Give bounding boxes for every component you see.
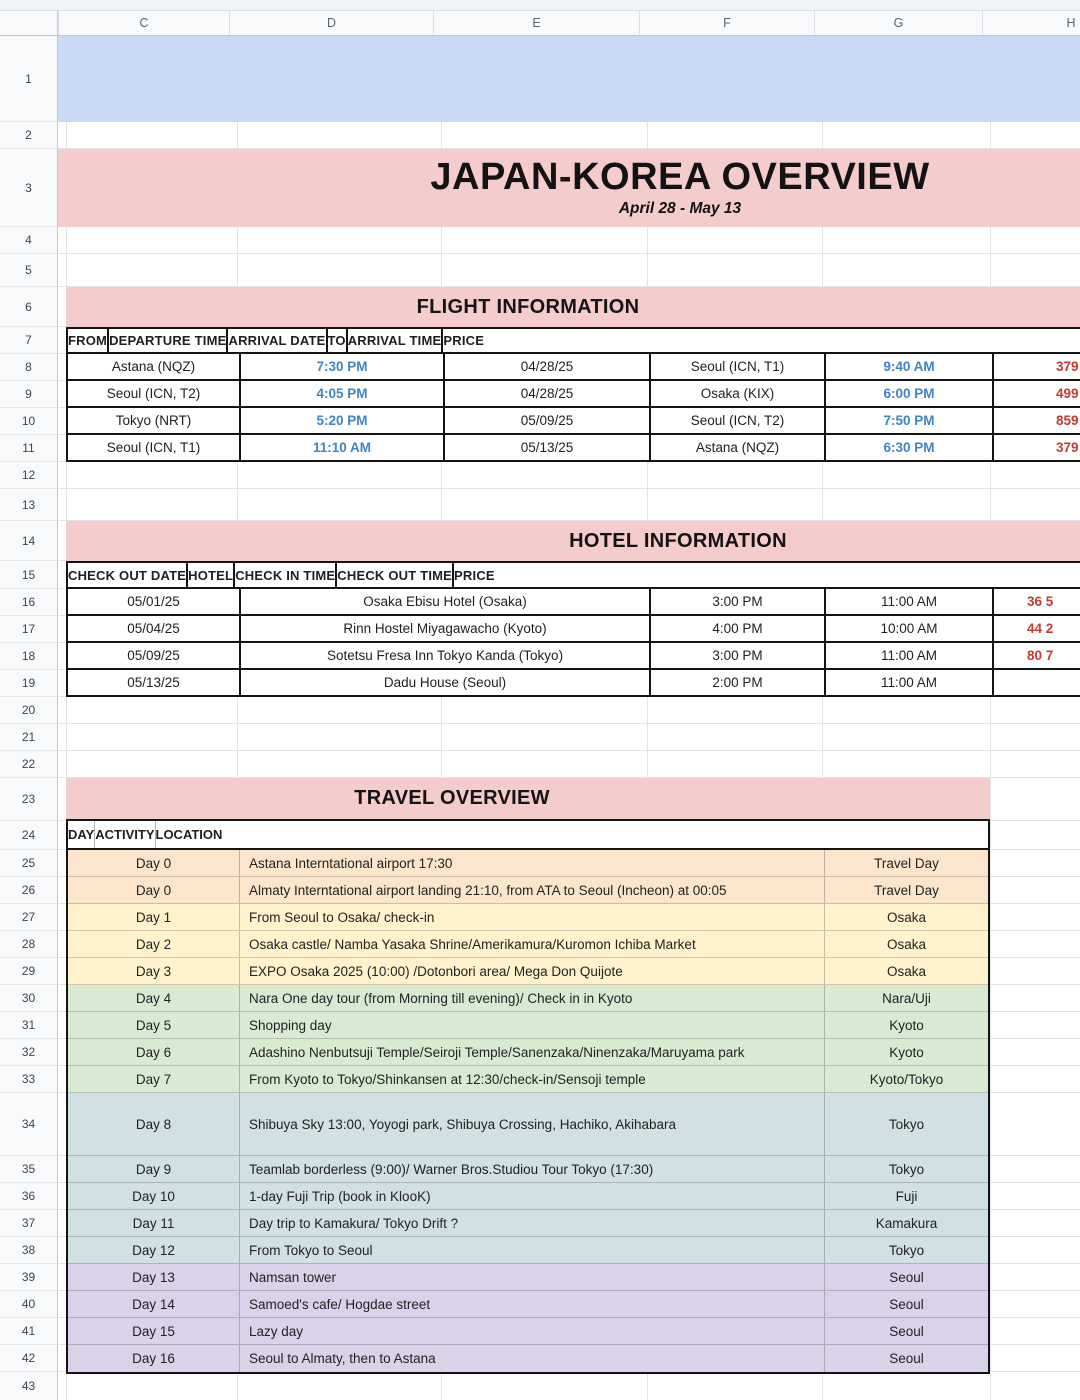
row-number[interactable]: 33 — [0, 1066, 58, 1093]
travel-day-cell[interactable]: Day 8 — [135, 1116, 172, 1132]
row-number[interactable]: 25 — [0, 850, 58, 877]
travel-activity-cell[interactable]: Almaty Interntational airport landing 21:10, from ATA to Seoul (Incheon) at 00:05 — [239, 877, 824, 903]
travel-day-cell[interactable]: Day 2 — [135, 936, 172, 952]
row-number[interactable]: 21 — [0, 724, 58, 751]
travel-activity-cell[interactable]: Adashino Nenbutsuji Temple/Seiroji Temple/Sanenzaka/Ninenzaka/Maruyama park — [239, 1039, 824, 1065]
travel-row — [68, 1291, 988, 1318]
row-number[interactable]: 37 — [0, 1210, 58, 1237]
travel-row — [68, 1210, 988, 1237]
row-number[interactable]: 18 — [0, 643, 58, 670]
travel-activity-cell[interactable]: Osaka castle/ Namba Yasaka Shrine/Amerikamura/Kuromon Ichiba Market — [239, 931, 824, 957]
travel-row — [68, 1039, 988, 1066]
travel-row — [68, 904, 988, 931]
hotel-name-cell[interactable]: Dadu House (Seoul) — [239, 670, 649, 695]
hotel-checkin-time-cell[interactable]: 3:00 PM — [649, 643, 824, 668]
flight-table — [66, 327, 1080, 462]
hotel-checkout-time-cell[interactable]: 11:00 AM — [824, 670, 992, 695]
title-wrap — [58, 149, 1080, 227]
flight-arrival-date-cell[interactable]: 05/13/25 — [443, 435, 649, 460]
row-gridline — [58, 253, 1080, 254]
hotel-row — [68, 616, 1080, 643]
row-number[interactable]: 20 — [0, 697, 58, 724]
travel-day-cell[interactable]: Day 0 — [135, 882, 172, 898]
travel-location-cell[interactable]: Kamakura — [824, 1210, 988, 1236]
column-header[interactable]: F — [640, 11, 815, 35]
travel-row — [68, 850, 988, 877]
hotel-header-row — [68, 561, 1080, 589]
travel-location-cell[interactable]: Osaka — [824, 958, 988, 984]
row-number[interactable]: 43 — [0, 1372, 58, 1400]
row-number[interactable]: 36 — [0, 1183, 58, 1210]
travel-location-cell[interactable]: Osaka — [824, 931, 988, 957]
flight-arrival-time-cell[interactable]: 7:50 PM — [824, 408, 992, 433]
travel-activity-cell[interactable]: Astana Interntational airport 17:30 — [239, 850, 824, 876]
flight-row — [68, 381, 1080, 408]
travel-row — [68, 1012, 988, 1039]
row-number[interactable]: 41 — [0, 1318, 58, 1345]
row-number[interactable]: 24 — [0, 821, 58, 850]
hotel-checkout-date-cell[interactable]: 05/13/25 — [127, 675, 180, 690]
flight-arrival-date-cell[interactable]: 04/28/25 — [443, 381, 649, 406]
hotel-checkout-time-cell[interactable]: 11:00 AM — [824, 589, 992, 614]
flight-departure-time-cell[interactable]: 4:05 PM — [239, 381, 443, 406]
travel-row — [68, 1318, 988, 1345]
hotel-column-header-cell[interactable]: PRICE — [452, 563, 495, 587]
travel-location-cell[interactable]: Seoul — [824, 1291, 988, 1317]
travel-row — [68, 958, 988, 985]
hotel-name-cell[interactable]: Osaka Ebisu Hotel (Osaka) — [239, 589, 649, 614]
date-range-subtitle: April 28 - May 13 — [618, 200, 742, 218]
flight-arrival-time-cell[interactable]: 6:00 PM — [824, 381, 992, 406]
row-number[interactable]: 38 — [0, 1237, 58, 1264]
travel-location-cell[interactable]: Tokyo — [824, 1156, 988, 1182]
travel-section-header-cell[interactable] — [66, 778, 990, 821]
travel-day-cell[interactable]: Day 13 — [132, 1269, 175, 1285]
flight-section-header: FLIGHT INFORMATION — [416, 295, 640, 318]
flight-from-cell[interactable]: Astana (NQZ) — [111, 359, 196, 374]
flight-section-header-cell[interactable] — [66, 287, 1080, 327]
flight-departure-time-cell[interactable]: 7:30 PM — [239, 354, 443, 379]
hotel-column-header-cell[interactable]: HOTEL — [186, 563, 233, 587]
hotel-checkin-time-cell[interactable]: 4:00 PM — [649, 616, 824, 641]
travel-column-header-cell[interactable]: DAY — [68, 827, 95, 842]
travel-row — [68, 1066, 988, 1093]
travel-column-header-cell[interactable]: LOCATION — [155, 821, 223, 848]
column-header[interactable]: C — [59, 11, 230, 35]
flight-row — [68, 408, 1080, 435]
travel-location-cell[interactable]: Kyoto/Tokyo — [824, 1066, 988, 1092]
travel-location-cell[interactable]: Seoul — [824, 1345, 988, 1372]
hotel-rows — [68, 589, 1080, 697]
flight-price-cell[interactable]: 379 — [992, 435, 1080, 460]
flight-column-header-cell[interactable]: FROM — [68, 333, 108, 348]
hotel-section-header: HOTEL INFORMATION — [569, 529, 787, 552]
travel-activity-cell[interactable]: Day trip to Kamakura/ Tokyo Drift ? — [239, 1210, 824, 1236]
travel-location-cell[interactable]: Tokyo — [824, 1093, 988, 1155]
row-number[interactable]: 29 — [0, 958, 58, 985]
travel-header-row — [68, 821, 988, 850]
travel-location-cell[interactable]: Kyoto — [824, 1012, 988, 1038]
hotel-price-cell[interactable]: 80 7 — [992, 643, 1080, 668]
row-number[interactable]: 8 — [0, 354, 58, 381]
flight-price-cell[interactable]: 499 — [992, 381, 1080, 406]
travel-activity-cell[interactable]: EXPO Osaka 2025 (10:00) /Dotonbori area/ Mega Don Quijote — [239, 958, 824, 984]
flight-from-cell[interactable]: Seoul (ICN, T2) — [106, 386, 201, 401]
hotel-section-header-cell[interactable] — [66, 521, 1080, 561]
row-number[interactable]: 14 — [0, 521, 58, 561]
travel-activity-cell[interactable]: Teamlab borderless (9:00)/ Warner Bros.Studiou Tour Tokyo (17:30) — [239, 1156, 824, 1182]
hotel-checkout-date-cell[interactable]: 05/01/25 — [127, 594, 180, 609]
travel-activity-cell[interactable]: From Kyoto to Tokyo/Shinkansen at 12:30/check-in/Sensoji temple — [239, 1066, 824, 1092]
row-number[interactable]: 39 — [0, 1264, 58, 1291]
row-number[interactable]: 2 — [0, 122, 58, 149]
row-number[interactable]: 3 — [0, 149, 58, 227]
travel-day-cell[interactable]: Day 3 — [135, 963, 172, 979]
travel-rows — [68, 850, 988, 1372]
flight-rows — [68, 354, 1080, 462]
row-number[interactable]: 15 — [0, 561, 58, 589]
row-number[interactable]: 26 — [0, 877, 58, 904]
flight-to-cell[interactable]: Astana (NQZ) — [649, 435, 824, 460]
title-banner-cell[interactable] — [58, 149, 1080, 227]
hotel-price-cell[interactable] — [992, 670, 1080, 695]
travel-day-cell[interactable]: Day 16 — [132, 1351, 175, 1366]
travel-location-cell[interactable]: Fuji — [824, 1183, 988, 1209]
hotel-table — [66, 561, 1080, 697]
row-number[interactable]: 6 — [0, 287, 58, 327]
travel-day-cell[interactable]: Day 5 — [135, 1017, 172, 1033]
travel-row — [68, 1156, 988, 1183]
hotel-price-cell[interactable]: 44 2 — [992, 616, 1080, 641]
flight-header-row — [68, 327, 1080, 354]
travel-row — [68, 1264, 988, 1291]
flight-column-header-cell[interactable]: TO — [326, 329, 346, 352]
travel-activity-cell[interactable]: Namsan tower — [239, 1264, 824, 1290]
row-gridline — [58, 750, 1080, 751]
travel-location-cell[interactable]: Tokyo — [824, 1237, 988, 1263]
travel-day-cell[interactable]: Day 9 — [135, 1161, 172, 1177]
travel-location-cell[interactable]: Seoul — [824, 1318, 988, 1344]
flight-column-header-cell[interactable]: DEPARTURE TIME — [107, 329, 226, 352]
flight-price-cell[interactable]: 859 — [992, 408, 1080, 433]
row-number[interactable]: 9 — [0, 381, 58, 408]
hotel-checkout-time-cell[interactable]: 11:00 AM — [824, 643, 992, 668]
page-title: JAPAN-KOREA OVERVIEW — [430, 155, 930, 198]
flight-departure-time-cell[interactable]: 5:20 PM — [239, 408, 443, 433]
row-number[interactable]: 34 — [0, 1093, 58, 1156]
row-number[interactable]: 23 — [0, 778, 58, 821]
hotel-checkout-time-cell[interactable]: 10:00 AM — [824, 616, 992, 641]
hotel-column-header-cell[interactable]: CHECK OUT TIME — [335, 563, 452, 587]
travel-location-cell[interactable]: Travel Day — [824, 850, 988, 876]
travel-activity-cell[interactable]: Samoed's cafe/ Hogdae street — [239, 1291, 824, 1317]
hotel-name-cell[interactable]: Rinn Hostel Miyagawacho (Kyoto) — [239, 616, 649, 641]
travel-day-cell[interactable]: Day 4 — [135, 990, 172, 1006]
travel-section-header: TRAVEL OVERVIEW — [354, 787, 550, 809]
hotel-checkin-time-cell[interactable]: 3:00 PM — [649, 589, 824, 614]
travel-day-cell[interactable]: Day 1 — [135, 909, 172, 925]
row-number[interactable]: 40 — [0, 1291, 58, 1318]
flight-arrival-date-cell[interactable]: 05/09/25 — [443, 408, 649, 433]
travel-day-cell[interactable]: Day 12 — [132, 1242, 175, 1258]
flight-price-cell[interactable]: 379 — [992, 354, 1080, 379]
banner-row-cell[interactable] — [58, 36, 1080, 122]
travel-row — [68, 1093, 988, 1156]
hotel-checkout-date-cell[interactable]: 05/09/25 — [127, 648, 180, 663]
travel-row — [68, 1237, 988, 1264]
column-header[interactable]: D — [230, 11, 434, 35]
travel-activity-cell[interactable]: Seoul to Almaty, then to Astana — [239, 1345, 824, 1372]
row-number[interactable]: 16 — [0, 589, 58, 616]
travel-column-header-cell[interactable]: ACTIVITY — [94, 821, 154, 848]
flight-arrival-time-cell[interactable]: 6:30 PM — [824, 435, 992, 460]
travel-row — [68, 1345, 988, 1372]
travel-location-cell[interactable]: Travel Day — [824, 877, 988, 903]
flight-to-cell[interactable]: Seoul (ICN, T2) — [649, 408, 824, 433]
flight-row — [68, 435, 1080, 462]
hotel-price-cell[interactable]: 36 5 — [992, 589, 1080, 614]
row-number[interactable]: 10 — [0, 408, 58, 435]
row-number[interactable]: 11 — [0, 435, 58, 462]
travel-day-cell[interactable]: Day 10 — [132, 1188, 175, 1204]
flight-row — [68, 354, 1080, 381]
row-gridline — [58, 723, 1080, 724]
row-number[interactable]: 4 — [0, 227, 58, 254]
column-header[interactable]: E — [434, 11, 640, 35]
travel-activity-cell[interactable]: From Tokyo to Seoul — [239, 1237, 824, 1263]
row-number[interactable]: 27 — [0, 904, 58, 931]
flight-column-header-cell[interactable]: ARRIVAL TIME — [346, 329, 442, 352]
travel-location-cell[interactable]: Kyoto — [824, 1039, 988, 1065]
hotel-checkout-date-cell[interactable]: 05/04/25 — [127, 621, 180, 636]
hotel-row — [68, 643, 1080, 670]
row-gutter — [0, 36, 58, 1400]
row-number[interactable]: 31 — [0, 1012, 58, 1039]
travel-activity-cell[interactable]: From Seoul to Osaka/ check-in — [239, 904, 824, 930]
column-header[interactable]: H — [1066, 16, 1076, 30]
travel-row — [68, 1183, 988, 1210]
hotel-row — [68, 589, 1080, 616]
flight-from-cell[interactable]: Tokyo (NRT) — [115, 413, 192, 428]
travel-activity-cell[interactable]: Shopping day — [239, 1012, 824, 1038]
travel-activity-cell[interactable]: Nara One day tour (from Morning till evening)/ Check in in Kyoto — [239, 985, 824, 1011]
travel-day-cell[interactable]: Day 6 — [135, 1044, 172, 1060]
travel-row — [68, 985, 988, 1012]
travel-activity-cell[interactable]: Shibuya Sky 13:00, Yoyogi park, Shibuya Crossing, Hachiko, Akihabara — [239, 1093, 824, 1155]
hotel-checkin-time-cell[interactable]: 2:00 PM — [649, 670, 824, 695]
travel-location-cell[interactable]: Nara/Uji — [824, 985, 988, 1011]
travel-location-cell[interactable]: Seoul — [824, 1264, 988, 1290]
row-gridline — [58, 488, 1080, 489]
hotel-row — [68, 670, 1080, 697]
row-number[interactable]: 5 — [0, 254, 58, 287]
row-number[interactable]: 35 — [0, 1156, 58, 1183]
travel-day-cell[interactable]: Day 15 — [132, 1323, 175, 1339]
row-number[interactable]: 42 — [0, 1345, 58, 1372]
row-number[interactable]: 32 — [0, 1039, 58, 1066]
travel-activity-cell[interactable]: Lazy day — [239, 1318, 824, 1344]
flight-from-cell[interactable]: Seoul (ICN, T1) — [106, 440, 201, 455]
flight-arrival-date-cell[interactable]: 04/28/25 — [443, 354, 649, 379]
flight-to-cell[interactable]: Osaka (KIX) — [649, 381, 824, 406]
flight-arrival-time-cell[interactable]: 9:40 AM — [824, 354, 992, 379]
travel-day-cell[interactable]: Day 7 — [135, 1071, 172, 1087]
row-number[interactable]: 30 — [0, 985, 58, 1012]
hotel-column-header-cell[interactable]: CHECK IN TIME — [233, 563, 335, 587]
travel-day-cell[interactable]: Day 11 — [132, 1215, 175, 1231]
travel-row — [68, 931, 988, 958]
row-number[interactable]: 19 — [0, 670, 58, 697]
flight-to-cell[interactable]: Seoul (ICN, T1) — [649, 354, 824, 379]
travel-day-cell[interactable]: Day 0 — [135, 855, 172, 871]
travel-activity-cell[interactable]: 1-day Fuji Trip (book in KlooK) — [239, 1183, 824, 1209]
row-number[interactable]: 17 — [0, 616, 58, 643]
travel-row — [68, 877, 988, 904]
hotel-column-header-cell[interactable]: CHECK OUT DATE — [68, 567, 187, 583]
travel-day-cell[interactable]: Day 14 — [132, 1296, 175, 1312]
flight-departure-time-cell[interactable]: 11:10 AM — [239, 435, 443, 460]
flight-column-header-cell[interactable]: PRICE — [441, 329, 484, 352]
row-number[interactable]: 1 — [0, 36, 58, 122]
travel-table — [66, 821, 990, 1374]
flight-column-header-cell[interactable]: ARRIVAL DATE — [226, 329, 325, 352]
row-number[interactable]: 12 — [0, 462, 58, 489]
row-number[interactable]: 22 — [0, 751, 58, 778]
travel-location-cell[interactable]: Osaka — [824, 904, 988, 930]
row-number[interactable]: 7 — [0, 327, 58, 354]
row-number[interactable]: 28 — [0, 931, 58, 958]
hotel-name-cell[interactable]: Sotetsu Fresa Inn Tokyo Kanda (Tokyo) — [239, 643, 649, 668]
column-header[interactable]: G — [815, 11, 983, 35]
column-gridline — [990, 36, 991, 1400]
row-number[interactable]: 13 — [0, 489, 58, 521]
